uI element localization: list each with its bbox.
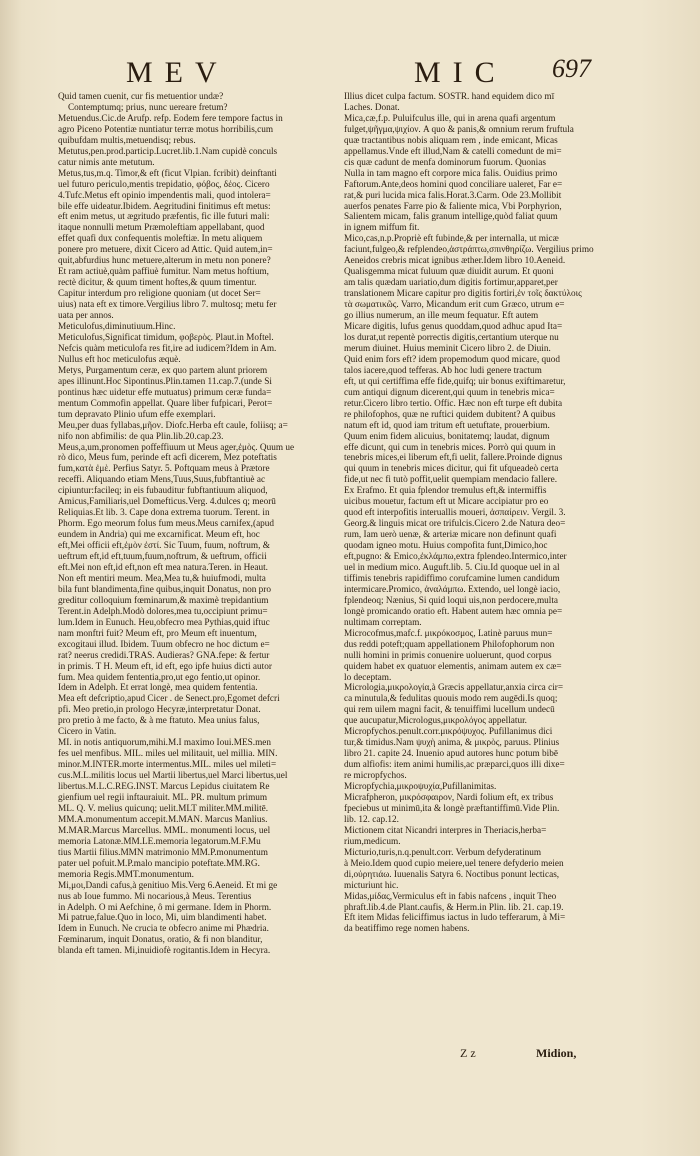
text-line: qui rem uilem magni facit, & tenuiffimi lucellum undecū — [344, 705, 555, 716]
entry-heading-line: Metus,tus,m.q. Timor,& eft (ficut Vlpian. fcribit) deinftanti — [58, 168, 277, 179]
text-line: nultimam correptam. — [344, 617, 422, 628]
text-line: pfi. Meo pretio,in prologo Hecyræ,interpretatur Donat. — [58, 705, 261, 716]
entry-heading-line: Ex Erafmo. Et quia fplendor tremulus eft,& intermiffis — [344, 486, 547, 497]
text-line: eft, ut qui certiffima effe fide,quifq; uir bonus exiftimaretur, — [344, 376, 566, 387]
text-line: tiffimis tenebris rapidiffimo corufcamine lumen candidum — [344, 573, 560, 584]
text-line: eft,Mei officii eft,ἐμὸν ἐστί. Sic Tuum, fuum, noftrum, & — [58, 541, 270, 552]
text-line: go illius numerum, an ille meum fequatur. Eft autem — [344, 311, 539, 322]
text-line: qui quum in tenebris mices dicitur, qui fit ufqueadeò certa — [344, 464, 559, 475]
text-line: in primis. T H. Meum eft, id eft, ego ipfe huius dicti autor — [58, 661, 272, 672]
entry-heading-line: Metutus,pen.prod.particip.Lucret.lib.1.Nam cupidè conculs — [58, 146, 278, 157]
text-line: quæ tractantibus nobis aliquam rem , inde emicant, Micas — [344, 135, 558, 146]
entry-heading-line: Idem in Eunuch. Ne crucia te obfecro anime mi Phædria. — [58, 924, 269, 935]
catchword: Midion, — [536, 1046, 577, 1060]
text-line: rò dico, Meus fum, perinde eft acfi dicerem, Mez poteftatis — [58, 453, 277, 464]
text-line: talos iacere,quod tefferas. Ab hoc ludi genere tractum — [344, 365, 542, 376]
header-left-guideword: MEV — [126, 56, 229, 89]
text-line: apes illinunt.Hoc Sipontinus.Plin.tamen 11.cap.7.(unde Si — [58, 376, 272, 387]
entry-heading-line: Non eft mentiri meum. Mea,Mea tu,& huiufmodi, multa — [58, 573, 266, 584]
text-line: memoria Regis.MMT.monumentum. — [58, 869, 194, 880]
page-footer — [452, 1046, 632, 1061]
text-line: ca minutula,& fedulitas quouis modo rem augēdi.Is quoq; — [344, 694, 558, 705]
text-line: quidem habet ex quatuor elementis, animam autem ex cæ= — [344, 661, 562, 672]
text-line: eft enim metus, ut ægritudo præfentis, fic ille futuri mali: — [58, 212, 270, 223]
text-line: libro 21. capite 24. Inuenio apud autores hunc potum bibē — [344, 749, 558, 760]
entry-heading-line: Nullus eft hoc meticulofus æquè. — [58, 354, 181, 365]
text-line: re philofophos, quæ ne ruftici quidem dubitent? A quibus — [344, 409, 556, 420]
entry-heading-line: Micturio,turis,n.q.penult.corr. Verbum defyderatinum — [344, 847, 542, 858]
text-line: cipiuntur:facileq; in eis fubauditur fubftantiuum aliquod, — [58, 486, 268, 497]
text-line: tum depravato Plinio ufum effe exemplari. — [58, 409, 216, 420]
entry-heading-line: Micare digitis, lufus genus quoddam,quod adhuc apud Ita= — [344, 322, 563, 333]
text-line: effet quafi dux confequentis moleftiæ. In metu aliquem — [58, 234, 263, 245]
text-line: mentum Commofin appellat. Quare liber fufpicari, Perot= — [58, 398, 273, 409]
text-line: di,οὐρητιάω. Iuuenalis Satyra 6. Noctibus ponunt lecticas, — [344, 869, 560, 880]
text-line: que aucupatur,Micrologus,μικρολόγος appellatur. — [344, 716, 527, 727]
text-line: longè promicando oratio eft. Habent autem hæc omnia pe= — [344, 606, 563, 617]
entry-heading-line: Micropfychia,μικροψυχία,Pufillanimitas. — [344, 782, 497, 793]
text-line: blanda eft tamen. Mi,inuidiofè rogitantis.Idem in Hecyra. — [58, 946, 271, 957]
entry-heading-line: Qualisgemma micat fuluum quæ diuidit aurum. Et quoni — [344, 267, 554, 278]
text-line: MM.A.monumentum accepit.M.MAN. Marcus Manlius. — [58, 814, 268, 825]
text-line: in Adelph. O mi Aefchine, ô mi germane. Idem in Phorm. — [58, 902, 272, 913]
text-line: effe dicunt, qui cum in tenebris mices. Porrò qui quum in — [344, 442, 556, 453]
text-line: rat,& puri lucida mica falis.Horat.3.Carm. Ode 23.Mollibit — [344, 190, 562, 201]
text-line: uicibus mouetur, factum eft ut Micare accipiatur pro eo — [344, 497, 549, 508]
text-line: minor.M.INTER.morte intermentus.MIL. miles uel mileti= — [58, 760, 277, 771]
text-line: ponere pro metuere, dixit Cicero ad Attic. Quid autem,in= — [58, 245, 273, 256]
entry-heading-line: Idem in Adelph. Et errat longè, mea quidem fententia. — [58, 683, 258, 694]
text-line: τὰ σωματικῶς. Varro, Micandum erit cum Græco, utrum e= — [344, 300, 565, 311]
text-line: uel in medium mico. Auguft.lib. 5. Ciu.Id quoque uel in al — [344, 562, 560, 573]
text-line: natum eft id, quod iam tritum eft uetuftate, prouerbium. — [344, 420, 550, 431]
entry-heading-line: Terent.in Adelph.Modò dolores,mea tu,occipiunt primu= — [58, 606, 268, 617]
text-line: fes uel menfibus. MIL. miles uel militauit, uel millia. MIN. — [58, 749, 278, 760]
entry-heading-line: Phorm. Ego meorum folus fum meus.Meus carnifex,(apud — [58, 519, 275, 530]
text-line: cum antiqui dignum dicerent,qui quum in tenebris mica= — [344, 387, 555, 398]
entry-heading-line: Salientem micam, falis granum intellige,quòd faliat quum — [344, 212, 558, 223]
right-column — [344, 92, 634, 935]
entry-heading-line: Metys, Purgamentum ceræ, ex quo partem alunt priorem — [58, 365, 268, 376]
left-column — [58, 92, 325, 957]
text-line: pontinus hæc uidetur effe mutuatus) primum ceræ funda= — [58, 387, 272, 398]
text-line: lib. 12. cap.12. — [344, 814, 399, 825]
text-line: fulget,ψῆγμα,ψιχίον. A quo & panis,& omnium rerum fruftula — [344, 124, 574, 135]
entry-heading-line: Meticulofus,diminutiuum.Hinc. — [58, 322, 176, 333]
text-line: am talis quædam uariatio,dum digitis fortimur,apparet,per — [344, 278, 558, 289]
text-line: rat? neerus credidi.TRAS. Audieras? GNA.fepe: & fertur — [58, 650, 270, 661]
text-line: ML. Q. V. melius quicunq; uelit.MLT militer.MM.militē. — [58, 803, 269, 814]
entry-heading-line: Quum enim fidem alicuius, bonitatemq; laudat, dignum — [344, 431, 550, 442]
entry-heading-line: Mea eft defcriptio,apud Cicer . de Senect.pro,Egomet defcri — [58, 694, 280, 705]
text-line: quodam igneo motu. Huius compofita funt,Dimico,hoc — [344, 541, 548, 552]
text-line: cis quæ cadunt de menfa dominorum fuorum. Quonias — [344, 157, 546, 168]
text-line: uel futuro periculo,mentis trepidatio, φόβος, δέος. Cicero — [58, 179, 270, 190]
entry-heading-line: Mictionem citat Nicandri interpres in Theriacis,herba= — [344, 825, 547, 836]
entry-heading-line: Amicus,Familiaris,uel Domefticus.Verg. 4.dulces q; meorū — [58, 497, 276, 508]
entry-heading-line: Midas,μίδας,Vermiculus eft in fabis nafcens , inquit Theo — [344, 891, 557, 902]
text-line: eft.Mei non eft,id eft,non eft mea natura.Teren. in Heaut. — [58, 562, 268, 573]
text-line: tenebris mices,ei liberum eft,fi uelit, fallere.Proinde dignus — [344, 453, 563, 464]
text-line: gienfium uel regii inftauraiuit. ML. PR. multum primum — [58, 793, 268, 803]
entry-heading-line: Mi patrue,falue.Quo in loco, Mi, uim blandimenti habet. — [58, 913, 267, 924]
text-line: nifo non abfimilis: de qua Plin.lib.20.cap.23. — [58, 431, 224, 442]
text-line: memoria Latonæ.MM.LE.memoria legatorum.M.F.Mu — [58, 836, 261, 847]
entry-heading-line: Micrologia,μικρολογία,à Græcis appellatur,anxia circa cir= — [344, 683, 564, 694]
text-line: translationem Micare capitur pro digitis fortiri,ἐν τοῖς δακτύλοις — [344, 289, 582, 300]
text-line: rium,medicum. — [344, 836, 401, 847]
text-line: nus ab Ioue fummo. Mi nocarious,à Meus. Terentius — [58, 891, 252, 902]
text-line: M.MAR.Marcus Marcellus. MML. monumenti locus, uel — [58, 825, 271, 836]
entry-heading-line: Laches. Donat. — [344, 102, 400, 113]
text-line: fum. Mea quidem fententia,pro,ut ego fentio,ut opinor. — [58, 672, 261, 683]
text-line: da beatiffimo rege nomen habens. — [344, 924, 470, 935]
text-line: in ignem miffum fit. — [344, 223, 420, 234]
entry-heading-line: Nefcis quàm meticulofa res fit,ire ad iudicem?Idem in Am. — [58, 343, 277, 354]
text-line: receffi. Aliquando etiam Mens,Tuus,Suus,fubftantiuè ac — [58, 475, 266, 486]
text-line: retur.Cicero libro tertio. Offic. Hæc non eft turpe eft dubita — [344, 398, 563, 409]
text-line: dum alfiofis: item animi humilis,ac præparci,quos illi dixe= — [344, 760, 565, 771]
entry-heading-line: Reliquias.Et lib. 3. Cape dona extrema tuorum. Terent. in — [58, 508, 270, 519]
text-line: nulli homini in primis conuenire uoluerunt, quod corpus — [344, 650, 552, 661]
entry-heading-line: Quid enim fors eft? idem propemodum quod micare, quod — [344, 354, 561, 365]
text-line: faciunt,fulgeo,& refplendeo,ἀστράπτω,σπινθηρίζω. Vergilius primo — [344, 245, 594, 256]
text-line: lo deceptam. — [344, 672, 392, 683]
running-header — [0, 56, 700, 90]
text-line: 4.Tufc.Metus eft opinio impendentis mali, quod intolera= — [58, 190, 271, 201]
text-line: excogitaui illud. Ibidem. Tuum obfecro ne hoc dictum e= — [58, 639, 270, 650]
text-line: Quid tamen cuenit, cur fis metuentior undæ? — [58, 92, 224, 102]
text-line: micturiunt hic. — [344, 880, 399, 891]
text-line: auerfos penates Farre pio & faliente mica, Vbi Porphyrion, — [344, 201, 562, 212]
entry-heading-line: Microcofmus,mafc.f. μικρόκοσμος, Latinè paruus mun= — [344, 628, 553, 639]
entry-heading-line: Mico,cas,n.p.Propriè eft fubinde,& per internalla, ut micæ — [344, 234, 559, 245]
text-line: MI. in notis antiquorum,mihi.M.I maximo Ioui.MES.men — [58, 738, 271, 749]
text-line: à Meio.Idem quod cupio meiere,uel tenere defyderio meien — [344, 858, 564, 869]
text-line: fpeciebus ut minimū,ita & longè præftantiffimū.Vide Plin. — [344, 803, 560, 814]
header-right-guideword: MIC — [414, 56, 507, 89]
text-line: dus reddi poteft;quam appellationem Philofophorum non — [344, 639, 555, 650]
entry-heading-line: Meticulofus,Significat timidum, φοβερὸς. Plaut.in Moftel. — [58, 332, 274, 343]
entry-heading-line: Aeneidos crebris micat ignibus æther.Idem libro 10.Aeneid. — [344, 256, 566, 267]
text-line: quit,abfurdius hunc metuere,alterum in metu non ponere? — [58, 256, 271, 267]
entry-heading-line: Meu,per duas fyllabas,μῆον. Diofc.Herba eft caule, foliisq; a= — [58, 420, 288, 431]
text-line: re micropfychos. — [344, 771, 407, 782]
signature-mark: Z z — [460, 1046, 476, 1060]
entry-heading-line: Contemptumq; prius, nunc uereare fretum? — [68, 102, 228, 113]
entry-heading-line: Meus,a,um,pronomen poffeffiuum ut Meus ager,ἐμὸς. Quum ue — [58, 442, 295, 453]
entry-heading-line: Mica,cæ,f.p. Puluifculus ille, qui in arena quafi argentum — [344, 113, 556, 124]
text-line: cus.M.L.militis locus uel Martii libertus,uel Marci libertus,uel — [58, 771, 288, 782]
entry-heading-line: Georg.& linguis micat ore trifulcis.Cicero 2.de Natura deo= — [344, 519, 566, 530]
text-line: pro pretio à me facto, & à me ftatuto. Mea unius falus, — [58, 716, 260, 727]
text-line: tur,& timidus.Nam ψυχὴ anima, & μικρὸς, paruus. Plinius — [344, 738, 560, 749]
text-line: quod eft interpofitis interuallis moueri, ἀσπαίρειν. Vergil. 3. — [344, 508, 566, 519]
entry-heading-line: Nulla in tam magno eft corpore mica falis. Ouidius primo — [344, 168, 558, 179]
entry-heading-line: Et ram actiuè,quàm paffiuè fumitur. Nam metus hoftium, — [58, 267, 269, 278]
text-line: ueftrum eft,id eft,tuum,fuum,noftrum, & ueftrum, officii — [58, 552, 267, 563]
entry-heading-line: Micrafpheron, μικρόσφαιρον, Nardi folium eft, ex tribus — [344, 793, 554, 803]
text-line: rectè dicitur, & quum timent hoftes,& quum timentur. — [58, 278, 257, 289]
text-line: los durat,ut repentè porrectis digitis,certantium uterque nu — [344, 332, 559, 343]
text-line: pater uel pofuit.M.P.malo mancipio poteftate.MM.RG. — [58, 858, 260, 869]
entry-heading-line: Eft item Midas feliciffimus iactus in ludo tefferarum, à Mi= — [344, 913, 566, 924]
text-line: intermicare.Promico, ἀναλάμπω. Extendo, uel longè iacio, — [344, 584, 561, 595]
entry-heading-line: Mi,μοι,Dandi cafus,à genitiuo Mis.Verg 6.Aeneid. Et mi ge — [58, 880, 278, 891]
entry-heading-line: Capitur interdum pro religione quoniam (ut docet Ser= — [58, 289, 261, 300]
text-line: agro Piceno Potentiæ nuntiatur terræ motus horribilis,cum — [58, 124, 274, 135]
text-line: fum,κατὰ ἐμὲ. Perfius Satyr. 5. Poftquam meus à Prætore — [58, 464, 270, 475]
text-line: phraft.lib.4.de Plant.caufis, & Herm.in Plin. lib. 21. cap.19. — [344, 902, 564, 913]
text-line: uius) nata eft ex timore.Vergilius libro 7. multosq; metu fer — [58, 300, 277, 311]
text-line: quibufdam multis,metuendisq; rebus. — [58, 135, 196, 146]
text-line: uata per annos. — [58, 311, 114, 322]
text-line: Fœminarum, inquit Donatus, oratio, & fi non blanditur, — [58, 935, 263, 946]
entry-heading-line: Metuendus.Cic.de Arufp. refp. Eodem fere tempore factus in — [58, 113, 283, 124]
text-line: catur nimis ante metutum. — [58, 157, 155, 168]
text-line: lum.Idem in Eunuch. Heu,obfecro mea Pythias,quid iftuc — [58, 617, 270, 628]
text-line: greditur colloquium fœminarum,& maximè trepidantium — [58, 595, 269, 606]
text-line: merum diuinet. Huius meminit Cicero libro 2. de Diuin. — [344, 343, 551, 354]
text-line: itaque nonnulli metum Præmoleftiam appellabant, quod — [58, 223, 265, 234]
text-line: fplendeoq; Nænius, Si quid loqui uis,non perdocere,multa — [344, 595, 559, 606]
text-line: Illius dicet culpa factum. SOSTR. hand equidem dico mī — [344, 92, 555, 102]
text-line: eundem in Andria) qui me excarnificat. Meum eft, hoc — [58, 530, 260, 541]
entry-heading-line: Cicero in Vatin. — [58, 727, 117, 738]
text-line: appellamus.Vnde eft illud,Nam & catelli comedunt de mi= — [344, 146, 562, 157]
text-line: bile effe uideatur.Ibidem. Aegritudini finitimus eft metus: — [58, 201, 271, 212]
text-line: libertus.M.L.C.REG.INST. Marcus Lepidus ciuitatem Re — [58, 782, 270, 793]
text-line: bila funt blandimenta,fine quibus,inquit Donatus, non pro — [58, 584, 271, 595]
entry-heading-line: Micropfychos.penult.corr.μικρόψυχος. Pufillanimus dici — [344, 727, 553, 738]
text-line: nam monftri fuit? Meum eft, pro Meum eft inuentum, — [58, 628, 257, 639]
page-number: 697 — [552, 54, 591, 83]
text-line: eft,pugno: & Emico,ἐκλάμπω,extra fplendeo.Intermico,inter — [344, 552, 567, 563]
text-line: rum, Iam uerò uenæ, & arteriæ micare non definunt quafi — [344, 530, 557, 541]
entry-heading-line: Faftorum.Ante,deos homini quod conciliare ualeret, Far e= — [344, 179, 563, 190]
text-line: tius Martii filius.MMN matrimonio MM.P.monumentum — [58, 847, 268, 858]
text-line: fide,ut nec fi tutò poffit,uelit quempiam mendacio fallere. — [344, 475, 558, 486]
